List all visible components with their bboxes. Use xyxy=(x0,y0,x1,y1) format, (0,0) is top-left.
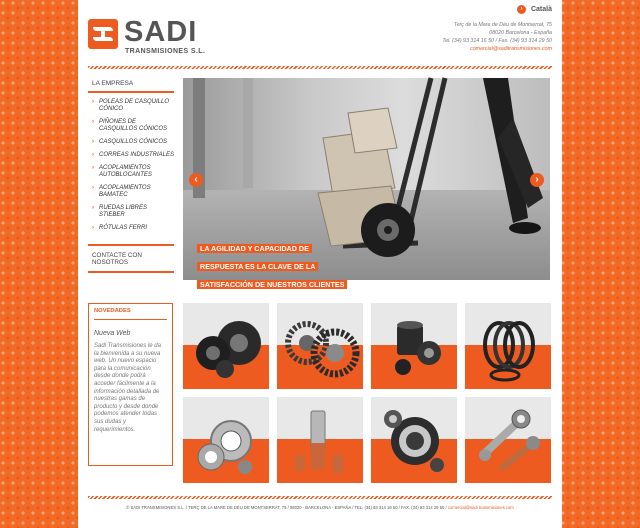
brand-name: SADI xyxy=(124,16,198,48)
address-street: Terç de la Mare de Déu de Montserrat, 75 xyxy=(453,22,552,28)
pulleys-icon xyxy=(183,303,269,389)
freewheels-icon xyxy=(371,397,457,483)
sprockets-icon xyxy=(277,303,363,389)
header-divider xyxy=(88,66,552,69)
chevron-right-icon: › xyxy=(92,185,94,191)
footer-email-link[interactable]: comercial@sadi transmisiones.com xyxy=(447,505,514,510)
logo-mark-icon xyxy=(88,19,118,49)
chevron-right-icon: › xyxy=(92,225,94,231)
page-container xyxy=(78,0,562,528)
locking-assemblies-icon xyxy=(183,397,269,483)
product-menu xyxy=(88,93,174,244)
nav-item-label: CASQUILLOS CÓNICOS xyxy=(99,139,168,145)
sidebar-nav xyxy=(88,77,174,273)
belts-icon xyxy=(465,303,551,389)
chevron-right-icon: › xyxy=(92,99,94,105)
chevron-left-icon: ‹ xyxy=(194,174,198,185)
nav-item-ferri[interactable] xyxy=(88,225,174,238)
chevron-right-icon: › xyxy=(92,205,94,211)
chevron-right-icon: › xyxy=(92,139,94,145)
news-title: NOVEDADES xyxy=(94,308,167,320)
caption-line: LA AGILIDAD Y CAPACIDAD DE xyxy=(197,244,312,253)
product-tile-correas[interactable] xyxy=(465,303,551,389)
chevron-right-icon: › xyxy=(92,152,94,158)
product-tile-casquillos[interactable] xyxy=(371,303,457,389)
nav-item-bamatec[interactable] xyxy=(88,185,174,205)
footer-text: © SADI TRANSMISIONES S.L. / TERÇ DE LA MARE DE DÉU DE MONTSERRAT, 75 / 08020 - BARCELONA - ESPAÑA / TEL. (34) 93 314 16 50 / FAX. (34) 93 314 29 50 / xyxy=(126,505,447,510)
hero-caption xyxy=(197,238,347,292)
language-arrow-icon: › xyxy=(517,5,526,14)
caption-line: SATISFACCIÓN DE NUESTROS CLIENTES xyxy=(197,280,347,289)
product-tile-stieber[interactable] xyxy=(371,397,457,483)
nav-item-correas[interactable] xyxy=(88,152,174,165)
nav-item-stieber[interactable] xyxy=(88,205,174,225)
nav-item-pinones[interactable] xyxy=(88,119,174,139)
caption-line: RESPUESTA ES LA CLAVE DE LA xyxy=(197,262,318,271)
nav-item-company[interactable]: LA EMPRESA xyxy=(88,77,174,93)
footer-divider xyxy=(88,496,552,499)
language-label: Català xyxy=(530,6,552,13)
news-headline[interactable]: Nueva Web xyxy=(94,330,131,337)
nav-item-label: PIÑONES DE CASQUILLOS CÓNICOS xyxy=(99,119,168,132)
nav-item-label: POLEAS DE CASQUILLO CÓNICO xyxy=(99,99,170,112)
news-box xyxy=(88,303,173,466)
chevron-right-icon: › xyxy=(535,174,539,185)
couplings-icon xyxy=(277,397,363,483)
product-tile-ferri[interactable] xyxy=(465,397,551,483)
address-city: 08020 Barcelona - España xyxy=(489,30,552,36)
chevron-right-icon: › xyxy=(92,165,94,171)
product-tile-pinones[interactable] xyxy=(277,303,363,389)
nav-item-label: ACOPLAMIENTOS AUTOBLOCANTES xyxy=(99,165,152,178)
contact-address xyxy=(442,21,552,53)
chevron-right-icon: › xyxy=(92,119,94,125)
taper-bushings-icon xyxy=(371,303,457,389)
address-email-link[interactable]: comercial@saditransmisiones.com xyxy=(470,46,552,52)
brand-subtitle: TRANSMISIONES S.L. xyxy=(125,48,206,55)
product-tile-poleas[interactable] xyxy=(183,303,269,389)
nav-item-casquillos[interactable] xyxy=(88,139,174,152)
product-tile-autoblocantes[interactable] xyxy=(183,397,269,483)
nav-item-poleas[interactable] xyxy=(88,99,174,119)
news-body: Sadi Transmisiones le da la bienvenida a su nueva web. Un nuevo espacio para la comunicación desde donde podrá acceder fácilmente a la información detallada de nuestras gamas de producto y desde donde podemos atender todas sus dudas y requerimientos. xyxy=(94,343,161,433)
rod-ends-icon xyxy=(465,397,551,483)
nav-item-acoplamientos-auto[interactable] xyxy=(88,165,174,185)
language-switch[interactable] xyxy=(517,5,552,14)
nav-item-label: RUEDAS LIBRES STIEBER xyxy=(99,205,148,218)
product-tile-bamatec[interactable] xyxy=(277,397,363,483)
nav-item-label: RÓTULAS FERRI xyxy=(99,225,148,231)
slider-prev-button[interactable] xyxy=(189,173,203,187)
hero-slider xyxy=(183,78,550,289)
address-phone: Tel. (34) 93 314 16 50 / Fax. (34) 93 314 29 50 xyxy=(442,38,552,44)
nav-item-label: CORREAS INDUSTRIALES xyxy=(99,152,175,158)
nav-item-label: ACOPLAMIENTOS BAMATEC xyxy=(99,185,151,198)
footer xyxy=(78,505,562,510)
slider-next-button[interactable] xyxy=(530,173,544,187)
nav-item-contact[interactable]: CONTACTE CON NOSOTROS xyxy=(88,246,174,273)
logo[interactable] xyxy=(88,16,208,55)
